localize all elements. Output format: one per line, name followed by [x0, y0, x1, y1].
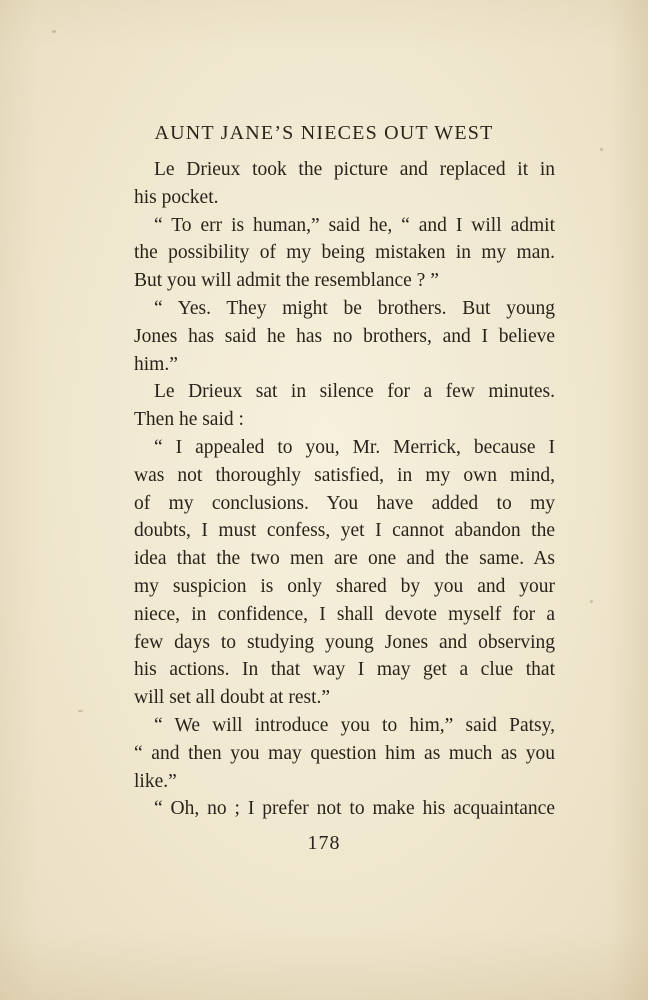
page-number: 178: [307, 832, 341, 854]
text-line: of my conclusions. You have added to my: [134, 492, 555, 514]
text-line: the possibility of my being mistaken in my man.: [134, 242, 555, 264]
text-line: doubts, I must confess, yet I cannot abandon the: [134, 520, 555, 542]
text-line: niece, in confidence, I shall devote myself for a: [134, 603, 555, 625]
text-line: “ and then you may question him as much as you: [134, 742, 555, 764]
text-line: “ Oh, no ; I prefer not to make his acquaintance: [154, 798, 555, 820]
text-line: was not thoroughly satisfied, in my own mind,: [134, 464, 555, 486]
text-line: my suspicion is only shared by you and your: [134, 575, 555, 597]
text-line: his actions. In that way I may get a clue that: [134, 659, 555, 681]
paper-speck: [590, 600, 593, 603]
paper-speck: [78, 710, 83, 712]
text-line: idea that the two men are one and the same. As: [134, 548, 555, 570]
text-line: will set all doubt at rest.”: [134, 687, 331, 709]
text-line: “ I appealed to you, Mr. Merrick, because I: [154, 436, 555, 458]
text-line: But you will admit the resemblance ? ”: [134, 270, 439, 292]
paper-speck: [600, 148, 603, 151]
text-line: few days to studying young Jones and observing: [134, 631, 555, 653]
text-line: Then he said :: [134, 409, 244, 431]
text-line: “ To err is human,” said he, “ and I will admit: [154, 214, 555, 236]
text-line: “ Yes. They might be brothers. But young: [154, 297, 555, 319]
text-line: him.”: [134, 353, 178, 375]
body-text: [134, 156, 555, 823]
text-line: Le Drieux took the picture and replaced it in: [154, 159, 555, 180]
text-line: Jones has said he has no brothers, and I believe: [134, 325, 555, 347]
running-head: AUNT JANE’S NIECES OUT WEST: [154, 122, 494, 144]
text-line: Le Drieux sat in silence for a few minutes.: [154, 381, 555, 403]
paper-speck: [52, 30, 56, 33]
text-line: “ We will introduce you to him,” said Patsy,: [154, 714, 555, 736]
text-line: his pocket.: [134, 186, 219, 208]
text-line: like.”: [134, 770, 177, 792]
